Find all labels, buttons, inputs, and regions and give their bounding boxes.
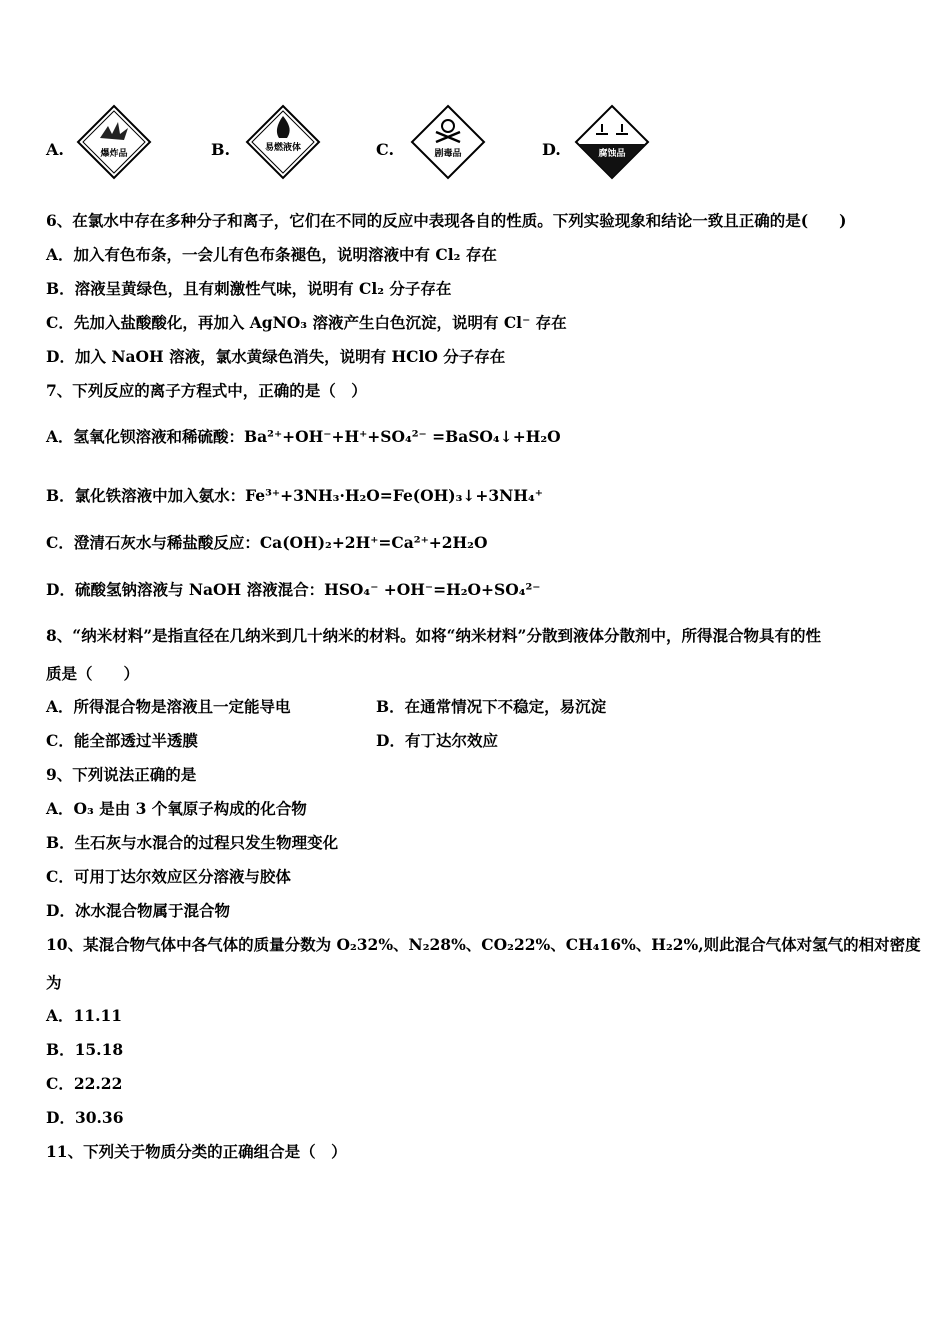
q6-option-a: A．加入有色布条，一会儿有色布条褪色，说明溶液中有 Cl₂ 存在 [46,245,497,264]
q11-stem: 11、下列关于物质分类的正确组合是（ ） [46,1142,347,1161]
q6-stem: 6、在氯水中存在多种分子和离子，它们在不同的反应中表现各自的性质。下列实验现象和结论一致且正确的是( ) [46,211,847,230]
q6-option-c: C．先加入盐酸酸化，再加入 AgNO₃ 溶液产生白色沉淀，说明有 Cl⁻ 存在 [46,313,567,332]
q7-option-c: C．澄清石灰水与稀盐酸反应：Ca(OH)₂+2H⁺=Ca²⁺+2H₂O [46,533,488,552]
q9-option-c: C．可用丁达尔效应区分溶液与胶体 [46,867,291,886]
q10-option-a: A．11.11 [46,1006,123,1025]
explosive-sign-icon [76,104,152,180]
q7-option-b: B．氯化铁溶液中加入氨水：Fe³⁺+3NH₃·H₂O=Fe(OH)₃↓+3NH₄⁺ [46,486,543,505]
q10-option-c: C．22.22 [46,1074,123,1093]
q7-option-a: A．氢氧化钡溶液和稀硫酸：Ba²⁺+OH⁻+H⁺+SO₄²⁻ =BaSO₄↓+H₂O [46,427,561,446]
q8-option-b: B．在通常情况下不稳定，易沉淀 [376,697,607,716]
flammable-liquid-sign-icon [245,104,321,180]
q8-option-c: C．能全部透过半透膜 [46,731,198,750]
q10-stem-line1: 10、某混合物气体中各气体的质量分数为 O₂32%、N₂28%、CO₂22%、CH₄16%、H₂2%,则此混合气体对氢气的相对密度 [46,935,921,954]
q8-stem-line2: 质是（ ） [46,664,140,683]
corrosive-sign-icon [574,104,650,180]
q10-stem-line2: 为 [46,973,62,992]
q5-option-d-letter: D. [542,140,561,159]
q8-stem-line1: 8、“纳米材料”是指直径在几纳米到几十纳米的材料。如将“纳米材料”分散到液体分散剂中，所得混合物具有的性 [46,626,821,645]
q5-option-a-letter: A. [46,140,64,159]
q10-option-d: D．30.36 [46,1108,124,1127]
sign-label: 剧毒品 [434,149,462,159]
q5-option-b-letter: B. [211,140,231,159]
q9-option-a: A．O₃ 是由 3 个氧原子构成的化合物 [46,799,307,818]
q7-stem: 7、下列反应的离子方程式中，正确的是（ ） [46,381,367,400]
sign-label: 易燃液体 [264,143,302,153]
sign-label: 腐蚀品 [598,149,626,159]
q6-option-d: D．加入 NaOH 溶液，氯水黄绿色消失，说明有 HClO 分子存在 [46,347,506,366]
sign-label: 爆炸品 [100,149,128,159]
q10-option-b: B．15.18 [46,1040,124,1059]
q9-option-b: B．生石灰与水混合的过程只发生物理变化 [46,833,339,852]
q6-option-b: B．溶液呈黄绿色，且有刺激性气味，说明有 Cl₂ 分子存在 [46,279,452,298]
q9-stem: 9、下列说法正确的是 [46,765,197,784]
q7-option-d: D．硫酸氢钠溶液与 NaOH 溶液混合：HSO₄⁻ +OH⁻=H₂O+SO₄²⁻ [46,580,541,599]
q9-option-d: D．冰水混合物属于混合物 [46,901,230,920]
q8-option-a: A．所得混合物是溶液且一定能导电 [46,697,291,716]
toxic-sign-icon [410,104,486,180]
q5-option-c-letter: C. [376,140,395,159]
q8-option-d: D．有丁达尔效应 [376,731,498,750]
